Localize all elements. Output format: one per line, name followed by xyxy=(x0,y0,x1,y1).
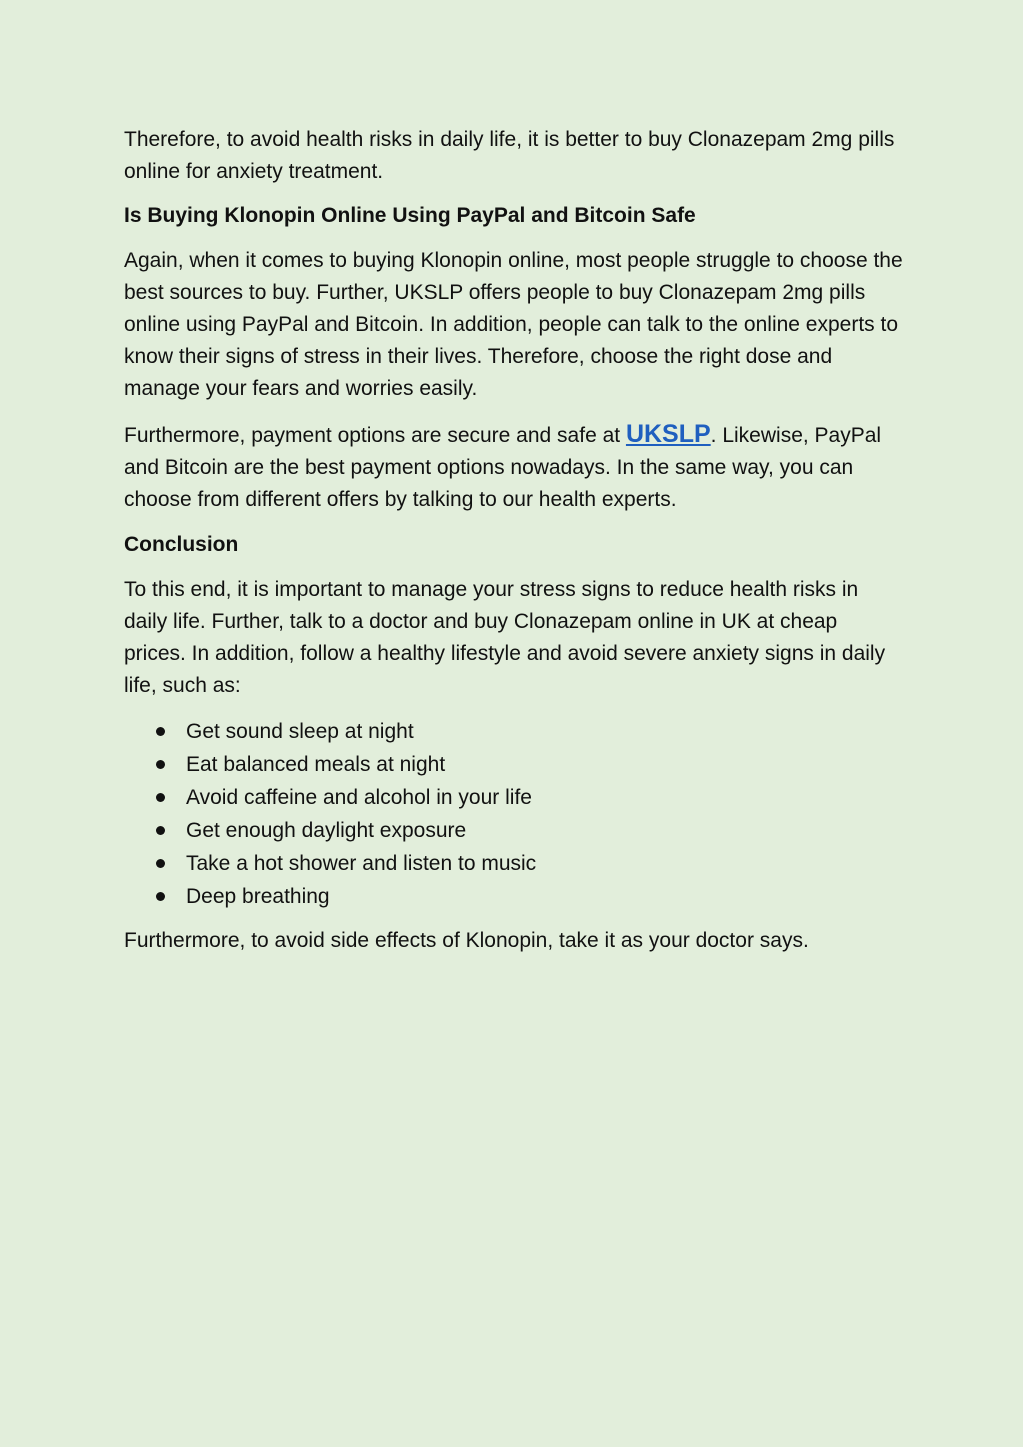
list-item xyxy=(124,715,904,748)
ukslp-link[interactable]: UKSLP xyxy=(625,420,711,448)
list-item xyxy=(124,880,904,913)
tips-list xyxy=(124,715,904,913)
list-item xyxy=(124,781,904,814)
list-item-text: Get sound sleep at night xyxy=(186,720,414,743)
conclusion-heading: Conclusion xyxy=(124,533,239,556)
bullet-icon xyxy=(156,826,165,835)
bullet-icon xyxy=(156,760,165,769)
section-heading-paypal-bitcoin: Is Buying Klonopin Online Using PayPal and Bitcoin Safe xyxy=(124,204,696,227)
list-item-text: Get enough daylight exposure xyxy=(186,819,467,842)
bullet-icon xyxy=(156,859,165,868)
payment-text-before-link: Furthermore, payment options are secure and safe at xyxy=(124,424,626,447)
list-item xyxy=(124,814,904,847)
intro-paragraph: Therefore, to avoid health risks in daily life, it is better to buy Clonazepam 2mg pills online for anxiety treatment. xyxy=(124,128,895,183)
bullet-icon xyxy=(156,793,165,802)
document-body xyxy=(124,124,904,970)
list-item xyxy=(124,847,904,880)
bullet-icon xyxy=(156,892,165,901)
list-item-text: Take a hot shower and listen to music xyxy=(186,852,537,875)
list-item-text: Deep breathing xyxy=(186,885,330,908)
bullet-icon xyxy=(156,727,165,736)
closing-paragraph: Furthermore, to avoid side effects of Klonopin, take it as your doctor says. xyxy=(124,929,809,952)
payment-text-after-link: . Likewise, PayPal and Bitcoin are the best payment options nowadays. In the same way, you can choose from different offers by talking to our health experts. xyxy=(124,424,882,511)
conclusion-paragraph: To this end, it is important to manage your stress signs to reduce health risks in daily life. Further, talk to a doctor and buy Clonazepam online in UK at cheap prices. In addition, follow a healthy lifestyle and avoid severe anxiety signs in daily life, such as: xyxy=(124,578,886,697)
list-item-text: Eat balanced meals at night xyxy=(186,753,446,776)
list-item xyxy=(124,748,904,781)
paragraph-buying-sources: Again, when it comes to buying Klonopin online, most people struggle to choose the best sources to buy. Further, UKSLP offers people to buy Clonazepam 2mg pills online using PayPal and Bitcoin. In addition, people can talk to the online experts to know their signs of stress in their lives. Therefore, choose the right dose and manage your fears and worries easily. xyxy=(124,249,903,400)
paragraph-payment-options xyxy=(124,418,904,516)
list-item-text: Avoid caffeine and alcohol in your life xyxy=(186,786,532,809)
